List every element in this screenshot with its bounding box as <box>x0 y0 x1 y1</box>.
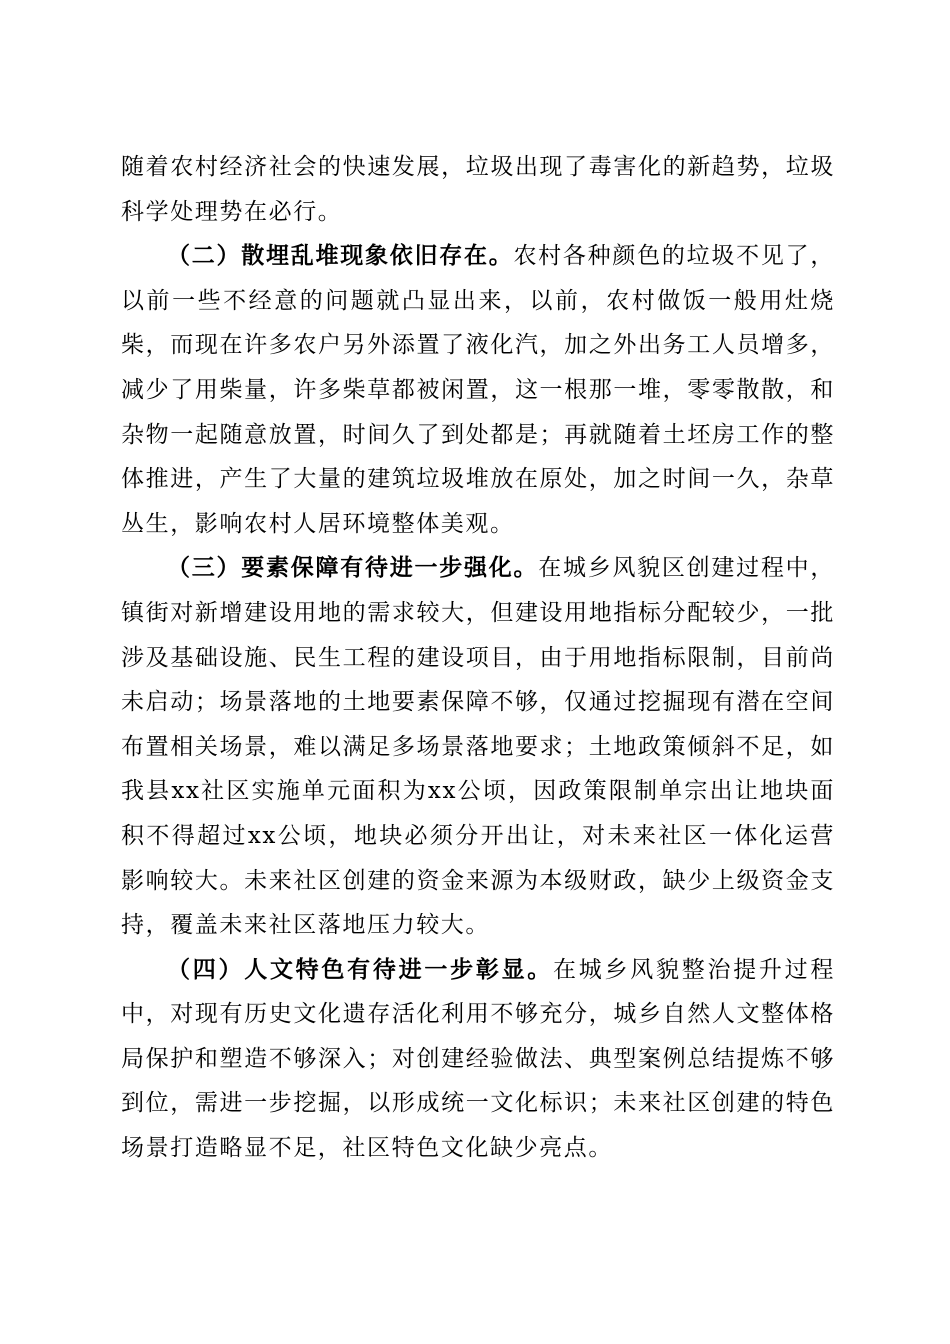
paragraph-section-2 <box>121 234 835 546</box>
paragraph-section-4 <box>121 948 835 1171</box>
paragraph-text: 在城乡风貌整治提升过程中，对现有历史文化遗存活化利用不够充分，城乡自然人文整体格局保护和塑造不够深入；对创建经验做法、典型案例总结提炼不够到位，需进一步挖掘，以形成统一文化标识；未来社区创建的特色场景打造略显不足，社区特色文化缺少亮点。 <box>121 956 836 1162</box>
section-heading: （三）要素保障有待进一步强化。 <box>167 555 539 582</box>
paragraph-text: 在城乡风貌区创建过程中，镇街对新增建设用地的需求较大，但建设用地指标分配较少，一批涉及基础设施、民生工程的建设项目，由于用地指标限制，目前尚未启动；场景落地的土地要素保障不够，仅通过挖掘现有潜在空间布置相关场景，难以满足多场景落地要求；土地政策倾斜不足，如我县xx社区实施单元面积为xx公顷，因政策限制单宗出让地块面积不得超过xx公顷，地块必须分开出让，对未来社区一体化运营影响较大。未来社区创建的资金来源为本级财政，缺少上级资金支持，覆盖未来社区落地压力较大。 <box>121 555 836 939</box>
paragraph-text: 随着农村经济社会的快速发展，垃圾出现了毒害化的新趋势，垃圾科学处理势在必行。 <box>121 154 835 225</box>
section-heading: （四）人文特色有待进一步彰显。 <box>167 956 554 983</box>
paragraph-section-3 <box>121 546 835 947</box>
section-heading: （二）散埋乱堆现象依旧存在。 <box>167 243 514 270</box>
paragraph-text: 农村各种颜色的垃圾不见了，以前一些不经意的问题就凸显出来，以前，农村做饭一般用灶烧柴，而现在许多农户另外添置了液化汽，加之外出务工人员增多，减少了用柴量，许多柴草都被闲置，这一根那一堆，零零散散，和杂物一起随意放置，时间久了到处都是；再就随着土坯房工作的整体推进，产生了大量的建筑垃圾堆放在原处，加之时间一久，杂草丛生，影响农村人居环境整体美观。 <box>121 243 835 537</box>
paragraph-continuation <box>121 145 835 234</box>
document-body <box>121 145 835 1171</box>
